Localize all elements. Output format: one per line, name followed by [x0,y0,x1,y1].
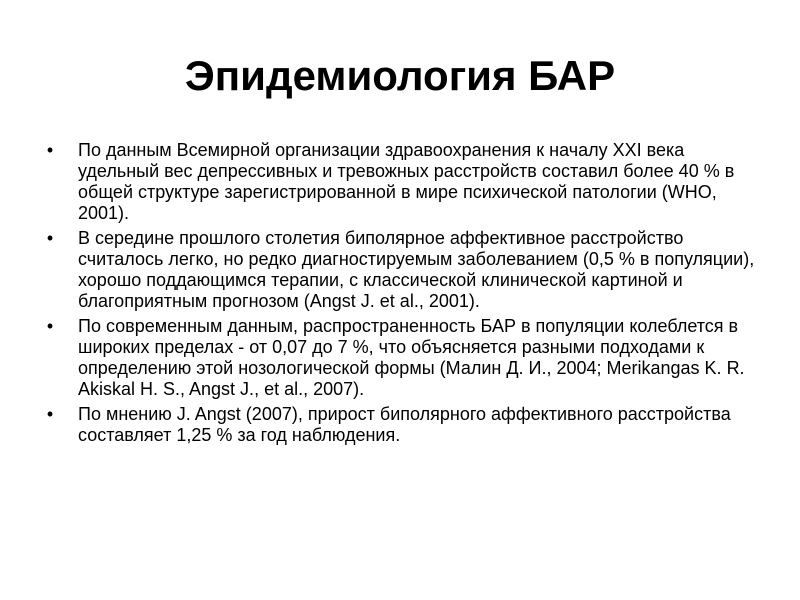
bullet-text: По данным Всемирной организации здравоохранения к началу XXI века удельный вес депрессивных и тревожных расстройств составил более 40 % в общей структуре зарегистрированной в мире психической патологии (WHO, 2001). [78,140,735,223]
slide-title: Эпидемиология БАР [184,52,616,99]
bullet-item-1 [44,140,756,224]
bullet-item-4 [44,404,756,446]
bullet-text: По мнению J. Angst (2007), прирост биполярного аффективного расстройства составляет 1,25 % за год наблюдения. [78,404,731,445]
bullet-marker: • [46,228,54,248]
bullet-item-3 [44,316,756,400]
bullet-list [44,140,756,450]
bullet-marker: • [46,316,54,336]
bullet-marker: • [46,140,54,160]
bullet-text: По современным данным, распространенность БАР в популяции колеблется в широких пределах - от 0,07 до 7 %, что объясняется разными подходами к определению этой нозологической формы (Малин Д. И., 2004; Merikangas K. R. Akiskal H. S., Angst J., et al., 2007). [78,316,745,399]
bullet-item-2 [44,228,756,312]
bullet-text: В середине прошлого столетия биполярное аффективное расстройство считалось легко, но редко диагностируемым заболеванием (0,5 % в популяции), хорошо поддающимся терапии, с классической клинической картиной и благоприятным прогнозом (Angst J. et al., 2001). [78,228,755,311]
bullet-marker: • [46,404,54,424]
